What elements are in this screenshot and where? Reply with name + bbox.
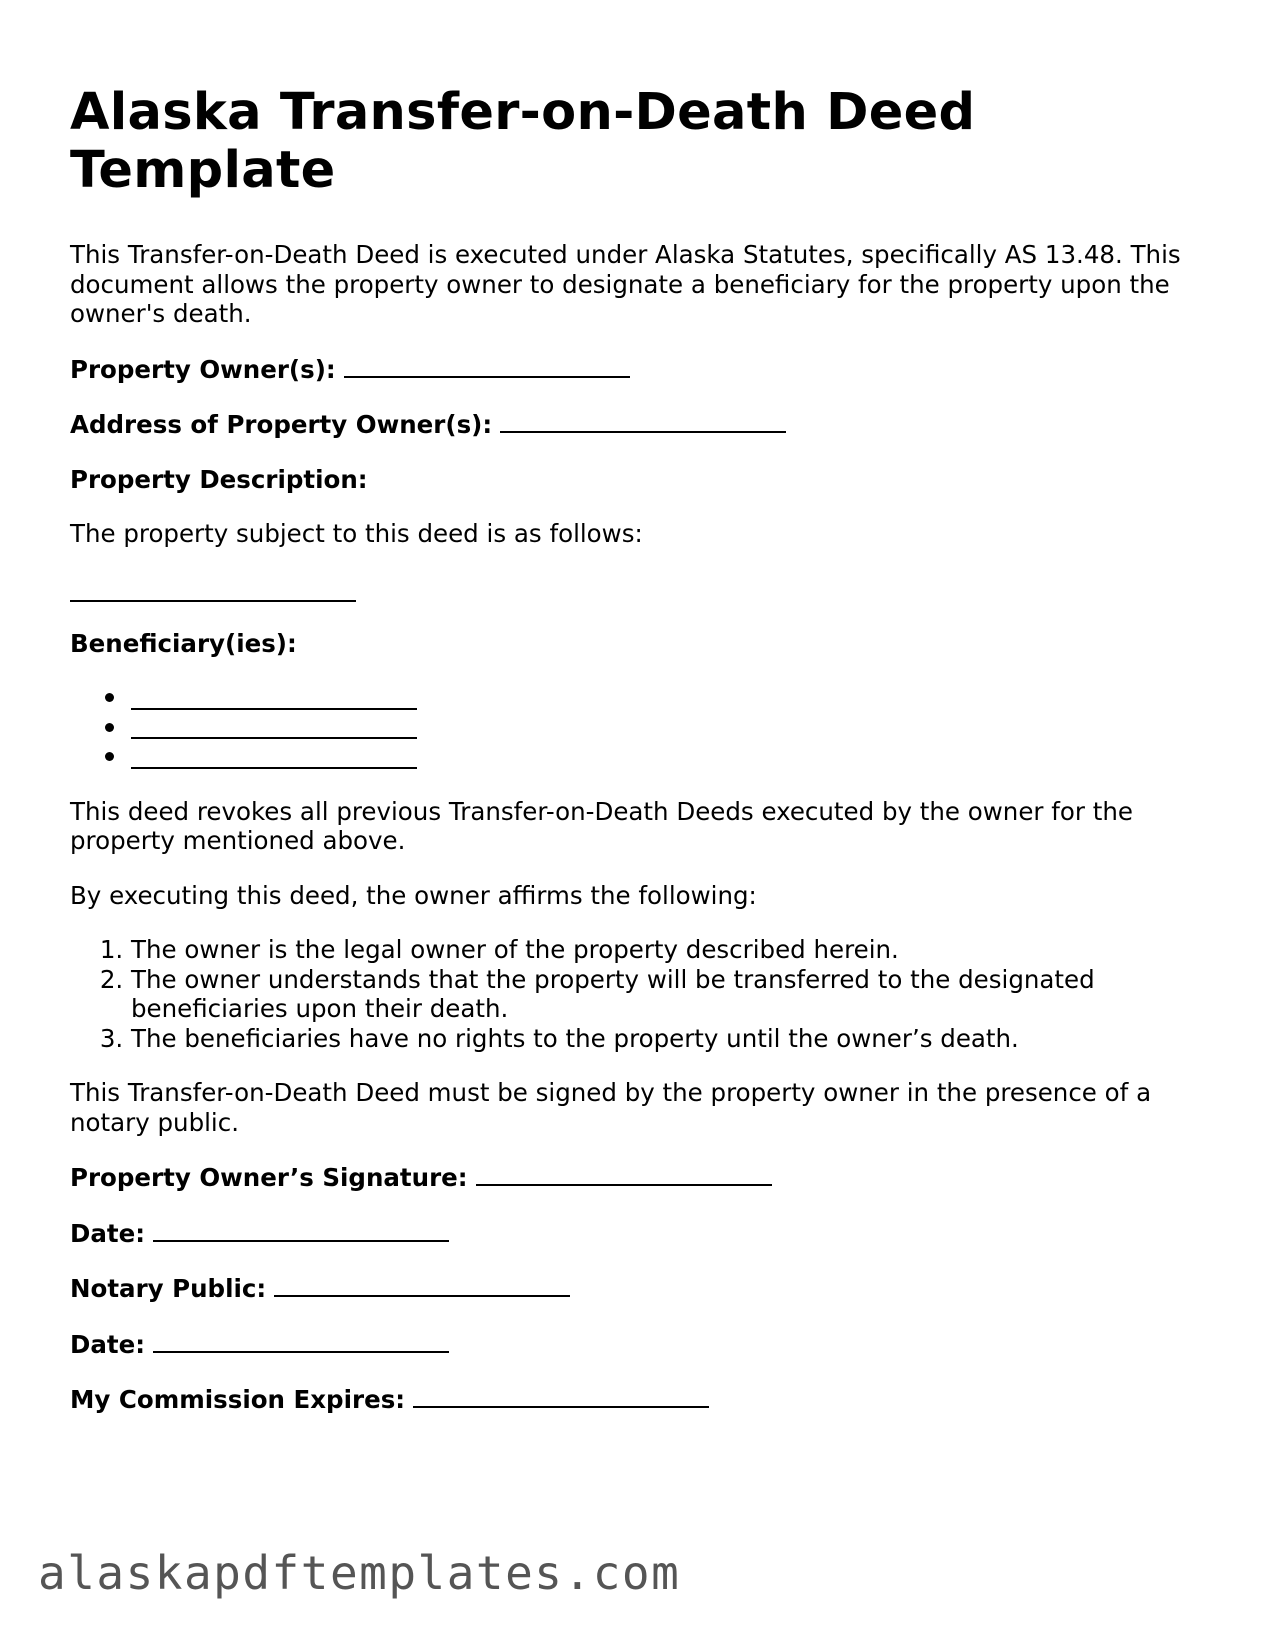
notary-public-label: Notary Public: bbox=[70, 1274, 267, 1303]
property-description-label: Property Description: bbox=[70, 464, 368, 494]
document-page bbox=[70, 84, 1210, 1415]
property-description-blank[interactable] bbox=[70, 574, 1210, 604]
date-blank[interactable] bbox=[153, 1218, 449, 1242]
bullet-icon bbox=[105, 752, 114, 761]
date-label: Date: bbox=[70, 1218, 145, 1248]
affirm-intro: By executing this deed, the owner affirms the following: bbox=[70, 880, 757, 910]
affirmation-item: 2. The owner understands that the property will be transferred to the designated beneficiaries upon their death. bbox=[131, 965, 1210, 1024]
beneficiaries-label: Beneficiary(ies): bbox=[70, 628, 297, 658]
beneficiary-item[interactable] bbox=[70, 683, 1210, 713]
commission-expires-field bbox=[70, 1384, 1210, 1415]
notary-requirement: This Transfer-on-Death Deed must be signed by the property owner in the presence of a notary public. bbox=[70, 1078, 1152, 1137]
beneficiary-item[interactable] bbox=[70, 713, 1210, 743]
commission-expires-blank[interactable] bbox=[413, 1384, 709, 1408]
owner-signature-field bbox=[70, 1162, 1210, 1193]
date-field bbox=[70, 1218, 1210, 1249]
notary-date-field bbox=[70, 1329, 1210, 1360]
bullet-icon bbox=[105, 723, 114, 732]
notary-date-label: Date: bbox=[70, 1329, 145, 1359]
beneficiaries-field bbox=[70, 629, 1210, 659]
property-owner-label: Property Owner(s): bbox=[70, 354, 336, 384]
beneficiary-blank bbox=[131, 737, 417, 739]
property-description-field bbox=[70, 465, 1210, 495]
bullet-icon bbox=[105, 693, 114, 702]
property-description-line bbox=[70, 600, 356, 602]
beneficiaries-list bbox=[70, 683, 1210, 772]
property-subject-text: The property subject to this deed is as follows: bbox=[70, 519, 643, 548]
beneficiary-blank bbox=[131, 708, 417, 710]
owner-signature-label: Property Owner’s Signature: bbox=[70, 1163, 468, 1192]
owner-address-blank[interactable] bbox=[500, 409, 786, 433]
affirmations-list bbox=[70, 935, 1210, 1053]
affirmation-item: 3. The beneficiaries have no rights to the property until the owner’s death. bbox=[131, 1024, 1210, 1054]
beneficiary-blank bbox=[131, 767, 417, 769]
owner-address-label: Address of Property Owner(s): bbox=[70, 410, 493, 439]
property-owner-field bbox=[70, 354, 1210, 385]
document-title: Alaska Transfer-on-Death Deed Template bbox=[70, 83, 976, 200]
notary-public-field bbox=[70, 1273, 1210, 1304]
notary-public-blank[interactable] bbox=[274, 1273, 570, 1297]
owner-signature-blank[interactable] bbox=[476, 1162, 772, 1186]
beneficiary-item[interactable] bbox=[70, 742, 1210, 772]
intro-paragraph: This Transfer-on-Death Deed is executed under Alaska Statutes, specifically AS 13.48. This document allows the property owner to designate a beneficiary for the property upon the owner's death. bbox=[70, 240, 1181, 328]
affirmation-item: 1. The owner is the legal owner of the property described herein. bbox=[131, 935, 1210, 965]
revocation-paragraph: This deed revokes all previous Transfer-on-Death Deeds executed by the owner for the property mentioned above. bbox=[70, 796, 1133, 855]
owner-address-field bbox=[70, 409, 1210, 440]
property-owner-blank[interactable] bbox=[344, 354, 630, 378]
site-watermark: alaskapdftemplates.com bbox=[38, 1546, 681, 1600]
commission-expires-label: My Commission Expires: bbox=[70, 1385, 406, 1414]
notary-date-blank[interactable] bbox=[153, 1329, 449, 1353]
